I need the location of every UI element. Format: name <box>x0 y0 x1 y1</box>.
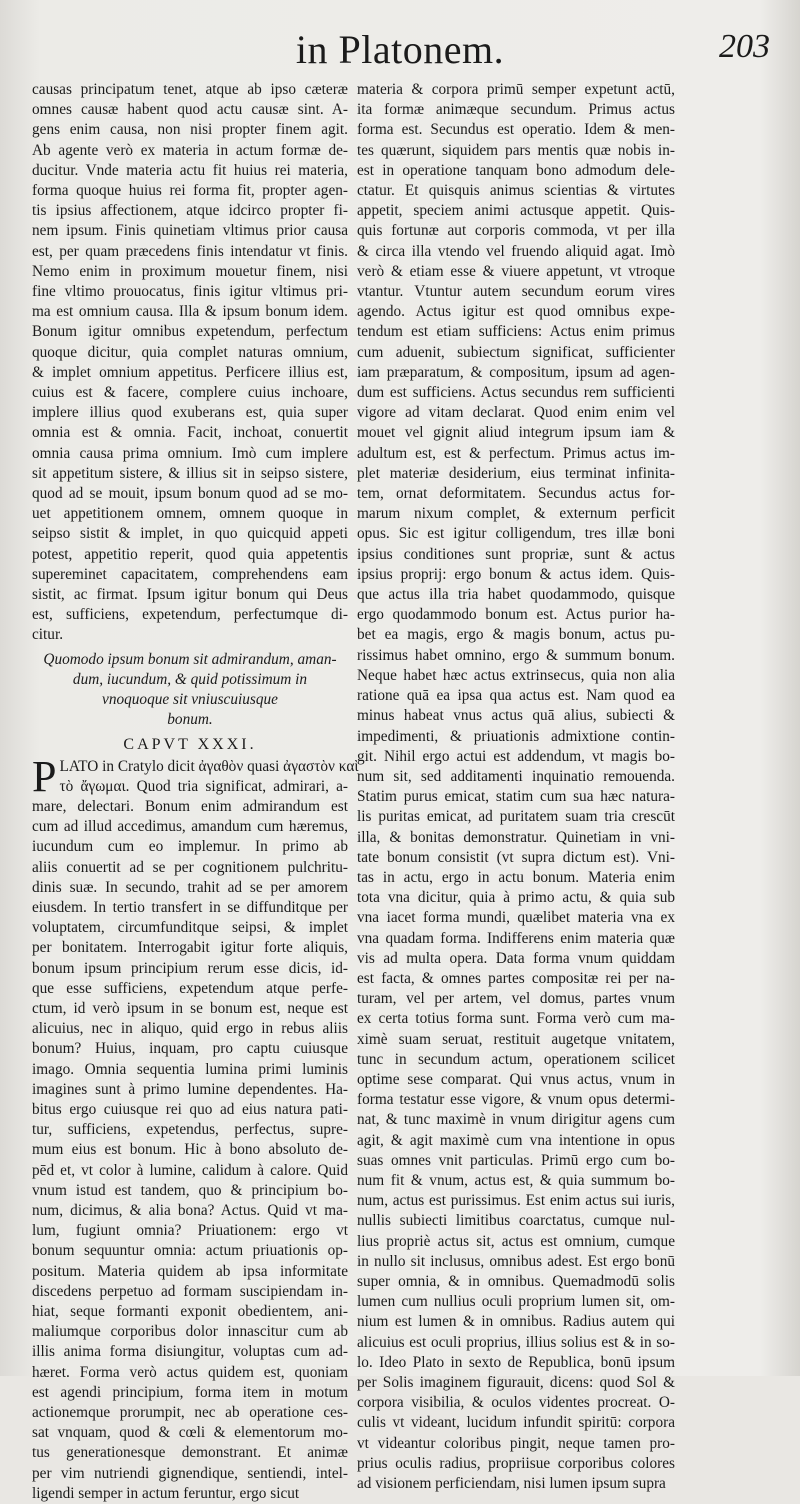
text-line: num, dicimus, & alia bona? Actus. Quid vt ma- <box>32 1201 348 1221</box>
right-column <box>357 80 675 1494</box>
text-line: appetit, speciem animi actusque appetit. Quis- <box>357 201 675 221</box>
text-line: quis fortunæ aut corporis commoda, vt per illa <box>357 221 675 241</box>
text-line: mouet vel gignit aliud integrum ipsum iam & <box>357 423 675 443</box>
chapter-number: CAPVT XXXI. <box>32 733 348 757</box>
text-line: vna quadam forma. Indifferens enim materia quæ <box>357 929 675 949</box>
text-line: cuius est & facere, complere cuius inchoare, <box>32 383 348 403</box>
text-line: tota vna dicitur, quia à primo actu, & quia sub <box>357 888 675 908</box>
text-line: maliumque corporibus dolor innascitur cum ab <box>32 1322 348 1342</box>
text-line: potest, appetitio reperit, quod quia appetentis <box>32 545 348 565</box>
text-line: tunc in secundum actum, operationem scilicet <box>357 1050 675 1070</box>
text-line: ctatur. Et quisquis animus scientias & virtutes <box>357 181 675 201</box>
text-line: omnes causæ habent quod actu causæ sint. A- <box>32 100 348 120</box>
text-line: dum est sufficiens. Actus secundus rem sufficienti <box>357 383 675 403</box>
text-line: imago. Omnia sequentia lumina primi luminis <box>32 1060 348 1080</box>
text-line: mum eius est bonum. Hic à bono absoluto de- <box>32 1140 348 1160</box>
text-line: voluptatem, circumfunditque seipsi, & implet <box>32 918 348 938</box>
text-line: tes quærunt, siquidem pars mentis quæ nobis in- <box>357 141 675 161</box>
text-line: ex certa totius forma sunt. Forma verò cum ma- <box>357 1009 675 1029</box>
text-line: implere illius quod exuberans est, quia super <box>32 403 348 423</box>
text-line: ducitur. Vnde materia actu fit huius rei materia, <box>32 161 348 181</box>
text-line: causas principatum tenet, atque ab ipso cæteræ <box>32 80 348 100</box>
page-number: 203 <box>719 28 770 66</box>
text-line: vigore ad vitam declarat. Quod enim enim vel <box>357 403 675 423</box>
text-line: est, per quam præcedens finis intendatur vt finis. <box>32 242 348 262</box>
text-line: bonum? Huius, inquam, pro captu cuiusque <box>32 1039 348 1059</box>
text-line: & circa illa vtendo vel fruendo aliquid agat. Imò <box>357 242 675 262</box>
text-line: ipsius conditiones sunt propriæ, sunt & actus <box>357 545 675 565</box>
heading-line: Quomodo ipsum bonum sit admirandum, aman- <box>32 650 348 670</box>
text-line: in nullo sit inclusus, omnibus adest. Est ergo bonū <box>357 1252 675 1272</box>
text-line: quod ad se mouit, ipsum bonum quod ad se mo- <box>32 484 348 504</box>
text-line: imagines sunt à primo lumine dependentes. Ha- <box>32 1080 348 1100</box>
text-line: tendum est etiam sufficiens: Actus enim primus <box>357 322 675 342</box>
text-line: prius oculis radius, propriisue corporibus colores <box>357 1454 675 1474</box>
text-line: omnia causa prima omnium. Imò cum implere <box>32 444 348 464</box>
text-line: ma est omnium causa. Illa & ipsum bonum idem. <box>32 302 348 322</box>
text-line: agit, & agit maximè cum vna intentione in opus <box>357 1131 675 1151</box>
text-line: per vim nutriendi gignendique, sentiendi, intel- <box>32 1464 348 1484</box>
text-line: ipsius proprij: ergo bonum & actus idem. Quis- <box>357 565 675 585</box>
text-line: super omnia, & in omnibus. Quemadmodū solis <box>357 1272 675 1292</box>
text-line: illis anima forma disiungitur, voluptas cum ad- <box>32 1342 348 1362</box>
text-line: supereminet capacitatem, comprehendens eam <box>32 565 348 585</box>
text-line: impedimenti, & priuationis admixtione contin- <box>357 727 675 747</box>
text-line: plet materiæ desiderium, eius terminat infinita- <box>357 464 675 484</box>
text-line: lumen cum nullius oculi proprium lumen sit, om- <box>357 1292 675 1312</box>
text-line: tus generationesque demonstrant. Et animæ <box>32 1443 348 1463</box>
text-line: per bonitatem. Interrogabit igitur forte aliquis, <box>32 938 348 958</box>
text-line: ximè suam seruat, restituit augetque vnitatem, <box>357 1030 675 1050</box>
text-line: lo. Ideo Plato in sexto de Republica, bonū ipsum <box>357 1353 675 1373</box>
text-line: Nemo enim in proximum mouetur finem, nisi <box>32 262 348 282</box>
text-line: nium est lumen & in omnibus. Radius autem qui <box>357 1312 675 1332</box>
text-line: sat vnquam, quod & cœli & elementorum mo- <box>32 1423 348 1443</box>
text-line: est in operatione tanquam bono admodum dele- <box>357 161 675 181</box>
text-line: lis puritas emicat, ad puritatem suam tria crescūt <box>357 807 675 827</box>
running-head: in Platonem. <box>0 26 800 73</box>
text-line: dinis suæ. In secundo, trahit ad se per amorem <box>32 878 348 898</box>
text-line: bonum ipsum principium rerum esse dicis, id- <box>32 959 348 979</box>
text-line: ergo quodammodo bonum est. Actus purior ha- <box>357 605 675 625</box>
text-line: vnum istud est tandem, quo & principium bo- <box>32 1181 348 1201</box>
text-line: ligendi semper in actum feruntur, ergo sicut <box>32 1484 348 1504</box>
text-line: hæret. Forma verò actus quidem est, quoniam <box>32 1363 348 1383</box>
text-line: vtantur. Vtuntur autem secundum eorum vires <box>357 282 675 302</box>
text-line: cum aduenit, subiectum significat, sufficienter <box>357 343 675 363</box>
text-line: materia & corpora primū semper expetunt actū, <box>357 80 675 100</box>
text-line: tate bonum consistit (vt supra dictum est). Vni- <box>357 848 675 868</box>
text-line: omnia est & omnia. Facit, inchoat, conuertit <box>32 423 348 443</box>
text-line: marum nixum complet, & externum perficit <box>357 504 675 524</box>
heading-line: bonum. <box>32 710 348 730</box>
text-line: num fit & vnum, actus est, & quia summum bo- <box>357 1171 675 1191</box>
text-line: ad visionem perficiendam, nisi lumen ipsum supra <box>357 1474 675 1494</box>
text-line: LATO in Cratylo dicit ἀγαθὸν quasi ἀγαστὸν καὶ <box>32 757 348 777</box>
drop-cap: P <box>32 758 56 796</box>
text-line: forma est. Secundus est operatio. Idem & men- <box>357 120 675 140</box>
text-line: aliis conuertit ad se per cognitionem pulchritu- <box>32 858 348 878</box>
chapter-heading-italic <box>32 650 348 731</box>
heading-line: dum, iucundum, & quid potissimum in <box>32 670 348 690</box>
text-line: optime sese comparat. Qui vnus actus, vnum in <box>357 1070 675 1090</box>
text-line: culis vt videant, lucidum infundit spiritū: corpora <box>357 1413 675 1433</box>
text-line: sistit, ac firmat. Ipsum igitur bonum qui Deus <box>32 585 348 605</box>
text-line: num, actus est purissimus. Est enim actus sui iuris, <box>357 1191 675 1211</box>
text-line: pēd et, vt color à lumine, calidum à calore. Quid <box>32 1161 348 1181</box>
text-line: actionemque prorumpit, nec ab operatione ces- <box>32 1403 348 1423</box>
text-line: nem ipsum. Finis quinetiam vltimus prior causa <box>32 221 348 241</box>
text-line: τὸ ἄγωμαι. Quod tria significat, admirari, a- <box>32 777 348 797</box>
text-line: adultum est, est & perfectum. Primus actus im- <box>357 444 675 464</box>
text-line: tas in actu, ergo in actu bonum. Materia enim <box>357 868 675 888</box>
text-line: illa, & bonitas demonstratur. Quinetiam in vni- <box>357 828 675 848</box>
text-line: positum. Materia quidem ab ipsa informitate <box>32 1262 348 1282</box>
text-line: citur. <box>32 625 348 645</box>
text-line: seipso sistit & implet, in quo quicquid appeti <box>32 524 348 544</box>
text-line: sit appetitum sistere, & illius sit in seipso sistere, <box>32 464 348 484</box>
text-line: quoque dicitur, quia complet naturas omnium, <box>32 343 348 363</box>
text-line: Ab agente verò ex materia in actum formæ de- <box>32 141 348 161</box>
text-line: gens enim causa, non nisi propter finem agit. <box>32 120 348 140</box>
text-line: lum, fugiunt omnia? Priuationem: ergo vt <box>32 1221 348 1241</box>
text-line: ita formæ animæque secundum. Primus actus <box>357 100 675 120</box>
text-line: suas omnes vnit particulas. Primū ergo cum bo- <box>357 1151 675 1171</box>
right-paragraph <box>357 80 675 1494</box>
text-line: git. Nihil ergo actui est addendum, vt magis bo- <box>357 747 675 767</box>
text-line: est, sufficiens, expetendum, perfectumque di- <box>32 605 348 625</box>
text-line: ratione quā ea ipsa qua actus est. Nam quod ea <box>357 686 675 706</box>
text-line: mare, delectari. Bonum enim admirandum est <box>32 797 348 817</box>
text-line: discedens perpetuo ad formam suscipiendam in- <box>32 1282 348 1302</box>
text-line: cum ad illud accedimus, amandum cum hæremus, <box>32 817 348 837</box>
text-line: vt videantur coloribus pingit, neque tamen pro- <box>357 1434 675 1454</box>
text-line: iucundum cum eo implemur. In primo ab <box>32 837 348 857</box>
text-line: vna iacet forma mundi, quælibet materia vna ex <box>357 908 675 928</box>
text-line: bet ea magis, ergo & magis bonum, actus pu- <box>357 625 675 645</box>
text-line: & implet omnium appetitus. Perficere illius est, <box>32 363 348 383</box>
text-line: tur, sufficiens, expetendus, perfectus, supre- <box>32 1120 348 1140</box>
text-line: que actus illa tria habet quodammodo, quisque <box>357 585 675 605</box>
left-column <box>32 80 348 1504</box>
text-line: Statim purus emicat, statim cum sua hæc natura- <box>357 787 675 807</box>
text-line: bitus ergo cuiusque rei quo ad eius natura pati- <box>32 1100 348 1120</box>
text-line: verò & etiam esse & viuere appetunt, vt vtroque <box>357 262 675 282</box>
heading-line: vnoquoque sit vniuscuiusque <box>32 690 348 710</box>
text-line: turam, vel per artem, vel domus, partes vnum <box>357 989 675 1009</box>
text-line: iam præparatum, & compositum, ipsum ad agen- <box>357 363 675 383</box>
text-line: Neque habet hæc actus extrinsecus, quia non alia <box>357 666 675 686</box>
text-line: agendo. Actus igitur est quod omnibus expe- <box>357 302 675 322</box>
text-line: ctum, id verò ipsum in se bonum est, neque est <box>32 999 348 1019</box>
text-line: lius propriè actus sit, actus est omnium, cumque <box>357 1232 675 1252</box>
text-line: num sit, sed additamenti inquinatio remouenda. <box>357 767 675 787</box>
text-line: alicuius, nec in aliquo, quid ergo in rebus aliis <box>32 1019 348 1039</box>
text-line: forma testatur esse vigore, & vnum opus determi- <box>357 1090 675 1110</box>
chapter-body <box>32 757 348 1504</box>
text-line: bonum sequuntur omnia: actum priuationis op- <box>32 1241 348 1261</box>
paragraph-continuation <box>32 80 348 646</box>
text-line: hiat, seque formanti exponit obedientem, ani- <box>32 1302 348 1322</box>
chapter-paragraph <box>32 757 348 1504</box>
text-line: que esse sufficiens, expetendum atque perfe- <box>32 979 348 999</box>
text-line: eiusdem. In tertio transfert in se diffunditque per <box>32 898 348 918</box>
text-line: corpora visibilia, & oculos videntes procreat. O- <box>357 1393 675 1413</box>
text-line: est facta, & omnes partes compositæ rei per na- <box>357 969 675 989</box>
text-line: alicuius est oculi proprius, illius solius est & in so- <box>357 1333 675 1353</box>
text-line: opus. Sic est igitur colligendum, tres illæ boni <box>357 524 675 544</box>
text-line: tis ipsius affectionem, atque idcirco propter fi- <box>32 201 348 221</box>
text-line: rissimus habet omnino, ergo & summum bonum. <box>357 646 675 666</box>
text-line: nullis subiecti limitibus coarctatus, cumque nul- <box>357 1211 675 1231</box>
text-line: minus habeat vnus actus quā alius, subiecti & <box>357 706 675 726</box>
text-line: forma quoque huius rei forma fit, propter agen- <box>32 181 348 201</box>
text-line: est agendi principium, forma item in motum <box>32 1383 348 1403</box>
text-line: nat, & tunc maximè in vnum dirigitur agens cum <box>357 1110 675 1130</box>
text-line: tem, ornat deformitatem. Secundus actus for- <box>357 484 675 504</box>
text-line: vis ad multa opera. Data forma vnum quiddam <box>357 949 675 969</box>
text-line: fine vltimo prouocatus, finis igitur vltimus pri- <box>32 282 348 302</box>
text-line: per Solis imaginem figurauit, dicens: quod Sol & <box>357 1373 675 1393</box>
text-line: Bonum igitur omnibus expetendum, perfectum <box>32 322 348 342</box>
text-line: uet appetitionem omnem, omnem quoque in <box>32 504 348 524</box>
